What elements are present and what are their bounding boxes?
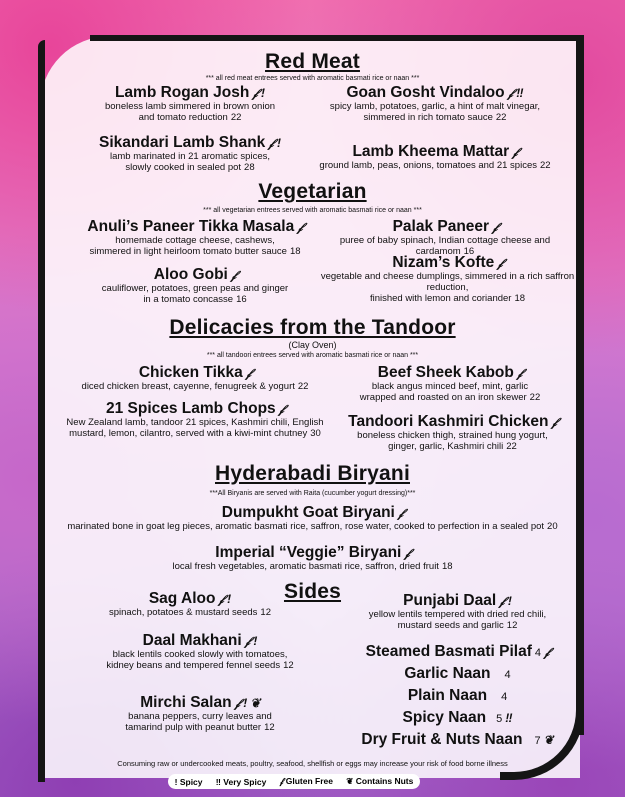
item-price: 12 [264, 721, 275, 733]
item-desc: mustard seeds and garlic [397, 619, 504, 631]
item-name: Garlic Naan [404, 665, 491, 682]
simple-item [340, 687, 575, 705]
frame-left [38, 40, 45, 782]
item-desc: slowly cooked in sealed pot [125, 161, 242, 173]
simple-item [340, 731, 575, 749]
menu-item [340, 592, 575, 632]
very-spicy-icon: ‼ [505, 711, 513, 725]
section-title-red-meat: Red Meat [265, 50, 360, 73]
legend-spicy: ! Spicy [174, 776, 203, 787]
menu-item [70, 364, 320, 393]
spicy-icon: 𝒻 ! [218, 592, 232, 606]
item-desc: puree of baby spinach, Indian cottage cheese and cardamom [339, 234, 551, 257]
icon-legend [168, 774, 420, 789]
item-name: Punjabi Daal [403, 592, 497, 609]
food-warning: Consuming raw or undercooked meats, poultry, seafood, shellfish or eggs may increase your risk of food borne illness [117, 759, 508, 768]
item-name: Anuli’s Paneer Tikka Masala [87, 218, 295, 235]
item-desc: finished with lemon and coriander [369, 292, 512, 304]
menu-item [300, 143, 570, 172]
item-price: 12 [283, 659, 294, 671]
item-price: 28 [244, 161, 255, 173]
item-price: 12 [260, 606, 271, 618]
simple-item [340, 665, 575, 683]
legend-very-spicy: ‼ Very Spicy [215, 776, 267, 787]
very-spicy-icon: 𝒻 ‼ [507, 86, 524, 100]
item-desc: diced chicken breast, cayenne, fenugreek & yogurt [81, 380, 295, 392]
item-name: Lamb Kheema Mattar [352, 143, 510, 160]
item-desc: and tomato reduction [138, 111, 228, 123]
item-price: 5 [496, 713, 503, 725]
item-price: 22 [495, 111, 507, 123]
item-desc: boneless lamb simmered in brown onion [104, 100, 276, 112]
item-name: Sag Aloo [148, 590, 216, 607]
item-price: 22 [297, 380, 309, 392]
item-desc: kidney beans and tempered fennel seeds [106, 659, 281, 671]
nuts-icon: ❦ [543, 733, 554, 747]
item-name: Nizam’s Kofte [392, 254, 495, 271]
gluten-free-icon: 𝒻 [497, 256, 503, 270]
menu-item [330, 364, 570, 404]
item-desc: banana peppers, curry leaves and [128, 710, 272, 722]
gluten-free-icon: 𝒻 [397, 506, 404, 520]
menu-item [70, 84, 310, 124]
item-price: 16 [463, 245, 475, 257]
gluten-free-icon: 𝒻 [512, 145, 518, 159]
section-title-sides: Sides [283, 580, 342, 603]
item-name: Imperial “Veggie” Biryani [215, 544, 402, 561]
menu-item [60, 400, 330, 440]
item-price: 18 [441, 560, 453, 572]
item-price: 4 [501, 691, 508, 703]
item-price: 22 [529, 391, 541, 403]
item-name: Chicken Tikka [138, 364, 243, 381]
item-desc: mustard, lemon, cilantro, served with a kiwi-mint chutney [69, 427, 308, 439]
menu-item [80, 694, 320, 734]
item-desc: wrapped and roasted on an iron skewer [359, 391, 527, 403]
spicy-icon: 𝒻 ! [252, 86, 266, 100]
gluten-free-icon: 𝒻 [245, 366, 252, 380]
nuts-icon: 𝒻 ! ❦ [234, 696, 260, 710]
item-name: Dry Fruit & Nuts Naan [361, 731, 523, 748]
item-name: 21 Spices Lamb Chops [105, 400, 276, 417]
frame-top [90, 35, 580, 41]
item-name: Palak Paneer [392, 218, 490, 235]
section-title-vegetarian: Vegetarian [258, 180, 367, 203]
spicy-icon: 𝒻 ! [499, 594, 512, 608]
item-desc: tamarind pulp with peanut butter [125, 721, 262, 733]
gluten-free-icon: 𝒻 [230, 268, 237, 282]
menu-item [60, 504, 565, 533]
item-price: 12 [506, 619, 518, 631]
item-name: Spicy Naan [402, 709, 487, 726]
section-subtitle: (Clay Oven) [288, 340, 337, 350]
item-price: 20 [547, 520, 558, 532]
item-price: 22 [540, 159, 551, 171]
item-name: Lamb Rogan Josh [114, 84, 250, 101]
item-price: 18 [514, 292, 526, 304]
frame-right [576, 35, 584, 735]
spicy-icon: 𝒻 ! [268, 136, 281, 150]
menu-item [75, 590, 305, 619]
menu-item [60, 544, 565, 573]
item-name: Tandoori Kashmiri Chicken [348, 413, 549, 430]
gluten-free-icon: 𝒻 [297, 220, 303, 234]
gluten-free-icon: 𝒻 [544, 645, 550, 659]
item-name: Goan Gosht Vindaloo [346, 84, 505, 101]
legend-gluten-free: 𝒻 Gluten Free [279, 776, 333, 786]
item-desc: homemade cottage cheese, cashews, [115, 234, 275, 246]
item-desc: spicy lamb, potatoes, garlic, a hint of malt vinegar, [329, 100, 541, 112]
menu-item [65, 218, 325, 258]
menu-item [310, 218, 580, 258]
item-price: 4 [504, 669, 511, 681]
item-name: Dumpukht Goat Biryani [221, 504, 395, 521]
item-name: Beef Sheek Kabob [377, 364, 514, 381]
menu-item [305, 254, 590, 305]
item-desc: New Zealand lamb, tandoor 21 spices, Kashmiri chili, English [66, 416, 324, 428]
menu-item [70, 134, 310, 174]
item-price: 30 [310, 427, 321, 439]
item-desc: black angus minced beef, mint, garlic [371, 380, 529, 392]
item-desc: spinach, potatoes & mustard seeds [109, 606, 258, 618]
menu-item [65, 266, 325, 306]
item-desc: vegetable and cheese dumplings, simmered in a rich saffron reduction, [320, 270, 575, 293]
menu-item [75, 632, 325, 672]
item-desc: simmered in rich tomato sauce [363, 111, 493, 123]
item-price: 4 [534, 647, 542, 659]
section-note: ***All Biryanis are served with Raita (cucumber yogurt dressing)*** [209, 490, 416, 497]
menu-item [325, 413, 580, 453]
item-desc: boneless chicken thigh, strained hung yogurt, [357, 429, 548, 441]
legend-nuts: ❦ Contains Nuts [346, 776, 414, 786]
gluten-free-icon: 𝒻 [278, 402, 285, 416]
simple-item [340, 709, 575, 727]
section-note: *** all vegetarian entrees served with aromatic basmati rice or naan *** [203, 207, 422, 214]
item-desc: marinated bone in goat leg pieces, aromatic basmati rice, saffron, rose water, cooked to perfection in a sealed pot [67, 520, 545, 532]
section-title-biryani: Hyderabadi Biryani [215, 462, 410, 485]
item-desc: ground lamb, peas, onions, tomatoes and 21 spices [319, 159, 537, 171]
item-name: Mirchi Salan [140, 694, 232, 711]
section-note: *** all red meat entrees served with aromatic basmati rice or naan *** [205, 75, 420, 82]
item-desc: ginger, garlic, Kashmiri chili [388, 440, 504, 452]
item-name: Daal Makhani [142, 632, 242, 649]
section-note: *** all tandoori entrees served with aromatic basmati rice or naan *** [206, 352, 419, 359]
item-name: Aloo Gobi [153, 266, 228, 283]
section-title-tandoor: Delicacies from the Tandoor [169, 316, 456, 339]
gluten-free-icon: 𝒻 [492, 220, 498, 234]
item-name: Steamed Basmati Pilaf [365, 643, 532, 660]
item-price: 18 [289, 245, 301, 257]
item-desc: local fresh vegetables, aromatic basmati rice, saffron, dried fruit [172, 560, 439, 572]
menu-item [300, 84, 570, 124]
gluten-free-icon: 𝒻 [404, 546, 410, 560]
gluten-free-icon: 𝒻 [516, 366, 523, 380]
item-desc: lamb marinated in 21 aromatic spices, [110, 150, 270, 162]
item-desc: yellow lentils tempered with dried red chili, [368, 608, 547, 620]
item-desc: black lentils cooked slowly with tomatoes, [112, 648, 288, 660]
item-price: 16 [236, 293, 247, 305]
gluten-free-icon: 𝒻 [551, 415, 557, 429]
item-name: Sikandari Lamb Shank [99, 134, 266, 151]
spicy-icon: 𝒻 ! [244, 634, 258, 648]
item-desc: cauliflower, potatoes, green peas and ginger [101, 282, 289, 294]
item-desc: simmered in light heirloom tomato butter sauce [89, 245, 287, 257]
item-name: Plain Naan [407, 687, 488, 704]
simple-item [340, 643, 575, 661]
item-price: 22 [506, 440, 517, 452]
item-desc: in a tomato concasse [143, 293, 234, 305]
item-price: 22 [230, 111, 242, 123]
item-price: 7 [534, 735, 541, 747]
